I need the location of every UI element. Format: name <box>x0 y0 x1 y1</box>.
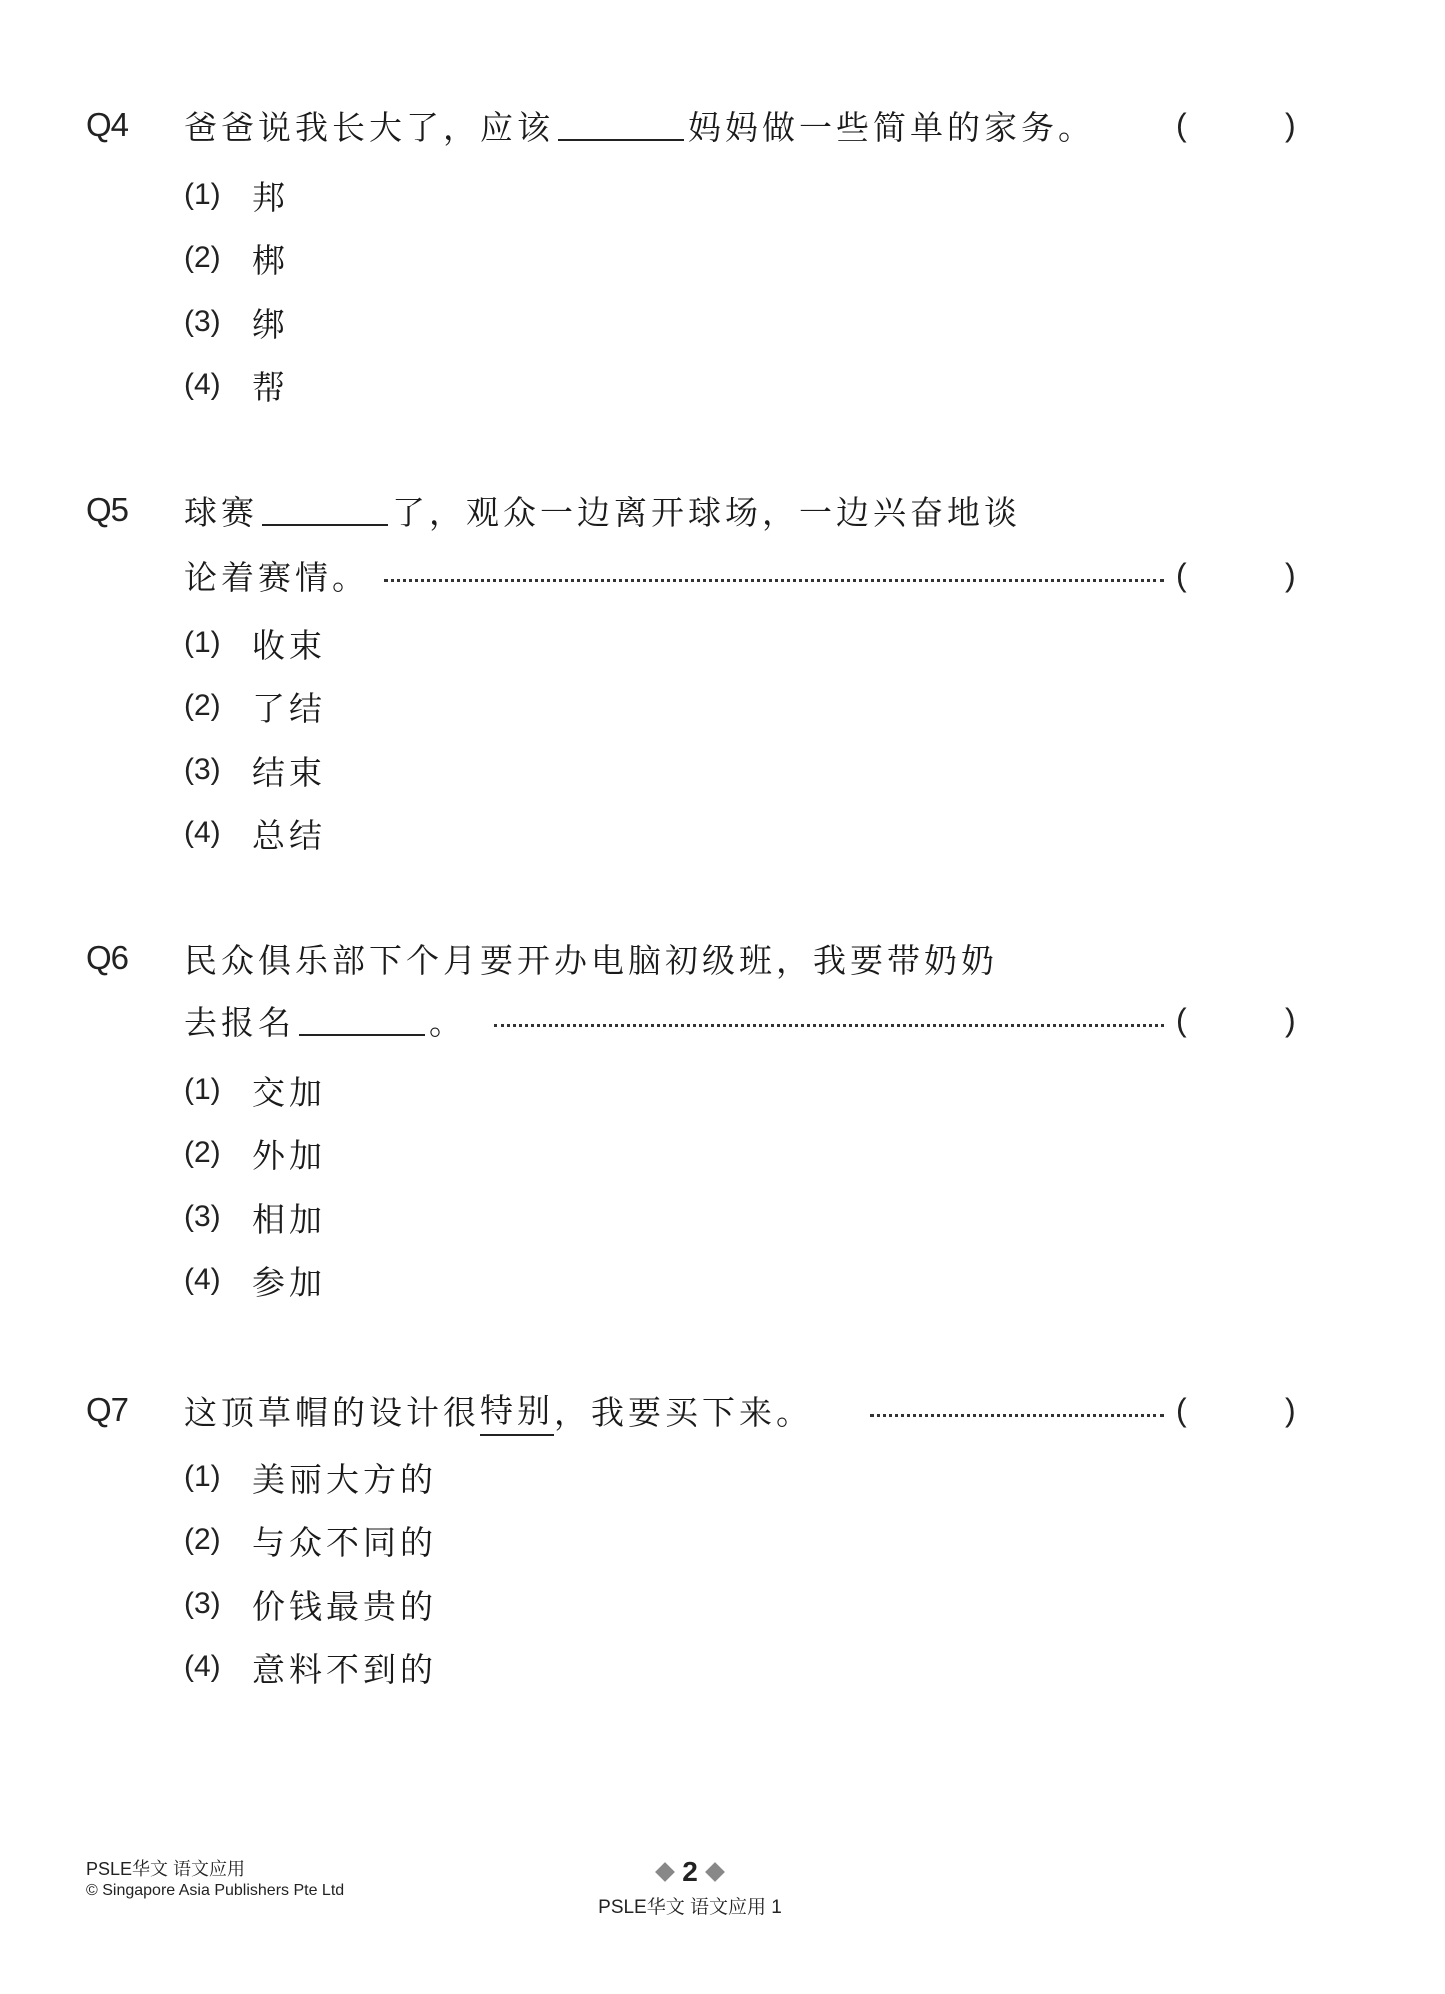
answer-bracket-open: ( <box>1176 1001 1187 1038</box>
option-number: (3) <box>184 1587 221 1620</box>
option-text: 外加 <box>252 1135 326 1175</box>
option-item <box>184 1256 326 1304</box>
option-text: 价钱最贵的 <box>252 1586 437 1626</box>
option-number: (1) <box>184 1073 221 1106</box>
question-text-line2: 论着赛情。 <box>184 557 369 597</box>
fill-blank <box>299 1004 425 1036</box>
option-item <box>184 171 289 219</box>
diamond-right-icon <box>705 1862 725 1882</box>
question-text: 民众俱乐部下个月要开办电脑初级班，我要带奶奶 <box>184 940 998 980</box>
option-text: 结束 <box>252 752 326 792</box>
question-text-after: 妈妈做一些简单的家务。 <box>688 107 1095 147</box>
option-text: 梆 <box>252 240 289 280</box>
question-number: Q4 <box>86 106 129 143</box>
answer-bracket-close: ) <box>1285 106 1296 143</box>
option-item <box>184 1453 437 1501</box>
question-text-before: 去报名 <box>184 1002 295 1042</box>
question-text-line2 <box>184 997 466 1044</box>
answer-bracket-close: ) <box>1285 1391 1296 1428</box>
option-number: (4) <box>184 816 221 849</box>
option-item <box>184 619 326 667</box>
option-number: (1) <box>184 1460 221 1493</box>
footer-subtitle: PSLE华文 语文应用 1 <box>598 1897 782 1918</box>
option-item <box>184 234 289 282</box>
diamond-left-icon <box>655 1862 675 1882</box>
option-number: (3) <box>184 753 221 786</box>
question-number: Q5 <box>86 491 129 528</box>
question-number: Q7 <box>86 1391 129 1428</box>
option-item <box>184 1193 326 1241</box>
option-item <box>184 1129 326 1177</box>
option-item <box>184 1516 437 1564</box>
option-text: 交加 <box>252 1072 326 1112</box>
footer-book-title: PSLE华文 语文应用 <box>86 1859 246 1879</box>
question-text <box>184 1385 813 1436</box>
option-item <box>184 746 326 794</box>
option-number: (4) <box>184 1263 221 1296</box>
page-number: 2 <box>682 1856 698 1887</box>
answer-bracket-close: ) <box>1285 1001 1296 1038</box>
option-number: (2) <box>184 241 221 274</box>
answer-bracket-open: ( <box>1176 1391 1187 1428</box>
option-item <box>184 1066 326 1114</box>
option-text: 了结 <box>252 688 326 728</box>
option-number: (3) <box>184 305 221 338</box>
option-number: (4) <box>184 368 221 401</box>
option-number: (1) <box>184 626 221 659</box>
option-text: 意料不到的 <box>252 1649 437 1689</box>
answer-bracket-close: ) <box>1285 556 1296 593</box>
option-text: 绑 <box>252 304 289 344</box>
dotted-leader <box>494 1024 1164 1027</box>
option-text: 帮 <box>252 367 289 407</box>
option-text: 相加 <box>252 1199 326 1239</box>
answer-bracket-open: ( <box>1176 556 1187 593</box>
option-item <box>184 298 289 346</box>
option-number: (2) <box>184 1523 221 1556</box>
option-number: (2) <box>184 1136 221 1169</box>
option-text: 邦 <box>252 177 289 217</box>
footer-page-info <box>560 1856 820 1919</box>
question-text-after: 。 <box>429 1002 466 1042</box>
option-item <box>184 1580 437 1628</box>
option-text: 美丽大方的 <box>252 1459 437 1499</box>
question-number: Q6 <box>86 939 129 976</box>
option-item <box>184 361 289 409</box>
question-text <box>184 102 1095 149</box>
option-number: (3) <box>184 1200 221 1233</box>
option-item <box>184 809 326 857</box>
option-item <box>184 1643 437 1691</box>
option-text: 参加 <box>252 1262 326 1302</box>
option-text: 收束 <box>252 625 326 665</box>
question-text-before: 这顶草帽的设计很 <box>184 1392 480 1432</box>
footer-copyright: © Singapore Asia Publishers Pte Ltd <box>86 1882 345 1899</box>
option-text: 与众不同的 <box>252 1522 437 1562</box>
option-number: (4) <box>184 1650 221 1683</box>
option-text: 总结 <box>252 815 326 855</box>
fill-blank <box>558 109 684 141</box>
option-number: (1) <box>184 178 221 211</box>
option-item <box>184 682 326 730</box>
question-text <box>184 487 1021 534</box>
question-text-after: 了，观众一边离开球场，一边兴奋地谈 <box>392 492 1021 532</box>
dotted-leader <box>384 579 1164 582</box>
dotted-leader <box>870 1414 1164 1417</box>
question-text-before: 球赛 <box>184 492 258 532</box>
option-number: (2) <box>184 689 221 722</box>
answer-bracket-open: ( <box>1176 106 1187 143</box>
fill-blank <box>262 494 388 526</box>
question-text-after: ，我要买下来。 <box>554 1392 813 1432</box>
footer-publisher <box>86 1858 344 1902</box>
question-text-before: 爸爸说我长大了，应该 <box>184 107 554 147</box>
underlined-word: 特别 <box>480 1385 554 1436</box>
